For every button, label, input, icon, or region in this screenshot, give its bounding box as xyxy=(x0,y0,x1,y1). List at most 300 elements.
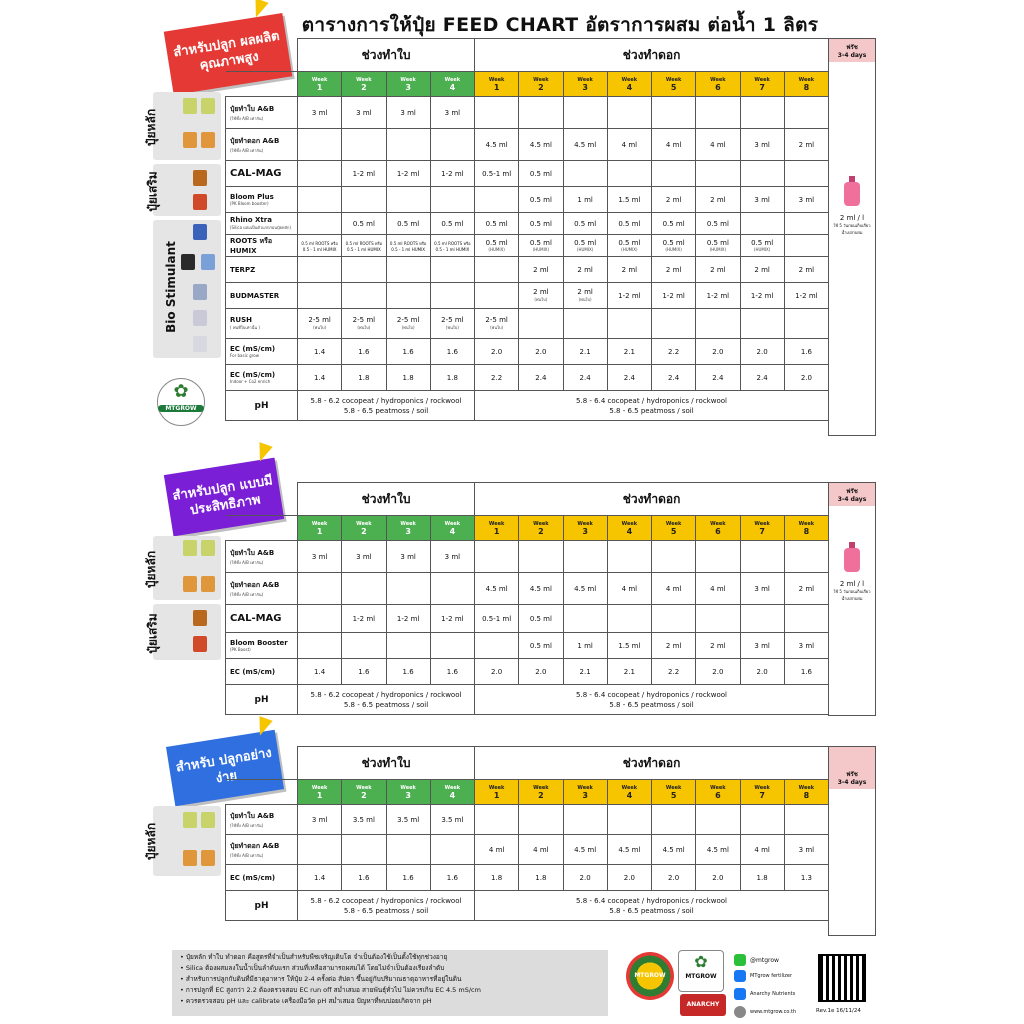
flower-phase-header: ช่วงทำดอก xyxy=(475,483,829,516)
dose-cell: 1-2 ml xyxy=(740,283,784,309)
facebook-mtgrow[interactable]: MTgrow fertilizer xyxy=(734,970,792,982)
row-label: Rhino Xtra (Silica ผสมเป็นตัวแรกก่อนปุ๋ยหลัก) xyxy=(226,213,298,235)
veg-phase-header: ช่วงทำใบ xyxy=(298,747,475,780)
dose-cell: 0.5 ml xyxy=(519,187,563,213)
dose-cell xyxy=(652,309,696,339)
dose-cell xyxy=(386,633,430,659)
flush-header: ฟรัช 3-4 days xyxy=(829,747,875,789)
week-header-veg: Week 2 xyxy=(342,780,386,805)
dose-cell: 1.8 xyxy=(475,865,519,891)
side-label: ปุ๋ยหลัก xyxy=(144,550,159,589)
dose-cell xyxy=(519,541,563,573)
flush-bottle-icon xyxy=(844,548,860,572)
dose-cell: 2 ml xyxy=(519,257,563,283)
dose-cell: 1.8 xyxy=(740,865,784,891)
row-label: Bloom Plus (PK Bloom booster) xyxy=(226,187,298,213)
veg-phase-header: ช่วงทำใบ xyxy=(298,39,475,72)
dose-cell: 2 ml xyxy=(652,187,696,213)
dose-cell: 2.0 xyxy=(563,865,607,891)
dose-cell: 1.6 xyxy=(430,865,474,891)
dose-cell: 4 ml xyxy=(607,573,651,605)
dose-cell: 2.0 xyxy=(475,659,519,685)
row-label: ROOTS หรือ HUMIX xyxy=(226,235,298,257)
dose-cell: 1-2 ml xyxy=(430,161,474,187)
dose-cell: 2.4 xyxy=(652,365,696,391)
dose-cell: 2-5 ml (พ่นใบ) xyxy=(386,309,430,339)
line-icon xyxy=(734,954,746,966)
side-label: ปุ๋ยหลัก xyxy=(144,108,159,147)
dose-cell: 3 ml xyxy=(298,97,342,129)
dose-cell xyxy=(696,97,740,129)
dose-cell xyxy=(386,187,430,213)
dose-cell: 2 ml xyxy=(696,187,740,213)
flush-column: ฟรัช 3-4 days 2 ml / l ใช้ 5 วันก่อนเก็บเกี่ยว น้ำเปล่าผสม xyxy=(828,482,876,716)
dose-cell xyxy=(563,805,607,835)
dose-cell: 2.4 xyxy=(563,365,607,391)
row-label: ปุ๋ยทำดอก A&B (ใช้ทั้ง A/B เท่ากัน) xyxy=(226,129,298,161)
dose-cell: 4 ml xyxy=(475,835,519,865)
dose-cell xyxy=(430,835,474,865)
side-label: ปุ๋ยหลัก xyxy=(144,822,159,861)
globe-icon xyxy=(734,1006,746,1018)
dose-cell: 3 ml xyxy=(342,541,386,573)
week-header-flower: Week 4 xyxy=(607,516,651,541)
dose-cell xyxy=(386,835,430,865)
dose-cell xyxy=(298,573,342,605)
dose-cell: 0.5 ml (HUMIX) xyxy=(607,235,651,257)
dose-cell xyxy=(740,805,784,835)
dose-cell xyxy=(652,805,696,835)
product-icon xyxy=(201,576,215,592)
dose-cell xyxy=(298,633,342,659)
row-label: ปุ๋ยทำดอก A&B (ใช้ทั้ง A/B เท่ากัน) xyxy=(226,573,298,605)
dose-cell xyxy=(430,633,474,659)
dose-cell xyxy=(298,161,342,187)
dose-cell: 3.5 ml xyxy=(430,805,474,835)
dose-cell: 2 ml (พ่นใบ) xyxy=(519,283,563,309)
dose-cell: 2.1 xyxy=(607,659,651,685)
side-panel-supplement xyxy=(145,604,221,660)
mtgrow-logo: ✿ MTGROW xyxy=(678,950,724,992)
product-icon xyxy=(181,254,195,270)
dose-cell xyxy=(298,129,342,161)
corner-cell xyxy=(226,516,298,541)
dose-cell: 2.0 xyxy=(696,339,740,365)
dose-cell: 1-2 ml xyxy=(386,605,430,633)
week-header-flower: Week 4 xyxy=(607,72,651,97)
dose-cell: 0.5 ml xyxy=(475,213,519,235)
dose-cell: 3 ml xyxy=(740,187,784,213)
website-link[interactable]: www.mtgrow.co.th xyxy=(734,1006,796,1018)
dose-cell: 2.0 xyxy=(784,365,828,391)
dose-cell xyxy=(740,309,784,339)
footer-notes xyxy=(172,950,608,1016)
dose-cell xyxy=(298,257,342,283)
week-header-flower: Week 6 xyxy=(696,72,740,97)
flower-phase-header: ช่วงทำดอก xyxy=(475,747,829,780)
dose-cell: 2.0 xyxy=(519,659,563,685)
note-line: • การปลูกที่ EC สูงกว่า 2.2 ต้องตรวจสอบ EC run off สม่ำเสมอ สายพันธุ์ทั่วไป ไม่ควรเกิน EC 4.5 mS/cm xyxy=(180,986,481,994)
row-label: CAL-MAG xyxy=(226,605,298,633)
dose-cell xyxy=(563,541,607,573)
week-header-flower: Week 4 xyxy=(607,780,651,805)
qr-code-icon xyxy=(820,956,864,1000)
dose-cell xyxy=(563,161,607,187)
side-panel-main xyxy=(144,536,221,600)
dose-cell xyxy=(696,805,740,835)
feed-table xyxy=(225,746,829,921)
dose-cell: 2.4 xyxy=(519,365,563,391)
dose-cell: 0.5 ml xyxy=(519,605,563,633)
row-label: EC (mS/cm) For basic grow xyxy=(226,339,298,365)
dose-cell xyxy=(342,573,386,605)
dose-cell: 1.4 xyxy=(298,365,342,391)
side-panel-main xyxy=(144,806,221,876)
dose-cell xyxy=(475,257,519,283)
dose-cell xyxy=(607,161,651,187)
dose-cell: 1.4 xyxy=(298,659,342,685)
dose-cell: 4 ml xyxy=(696,573,740,605)
dose-cell: 0.5 ml (HUMIX) xyxy=(563,235,607,257)
dose-cell xyxy=(784,541,828,573)
dose-cell: 0.5 ml xyxy=(430,213,474,235)
dose-cell: 1.6 xyxy=(784,659,828,685)
ph-veg: 5.8 - 6.2 cocopeat / hydroponics / rockwool 5.8 - 6.5 peatmoss / soil xyxy=(298,391,475,421)
dose-cell xyxy=(652,605,696,633)
dose-cell: 1.6 xyxy=(342,659,386,685)
dose-cell: 0.5 ml (HUMIX) xyxy=(652,235,696,257)
dose-cell xyxy=(298,835,342,865)
dose-cell: 1-2 ml xyxy=(652,283,696,309)
dose-cell: 1-2 ml xyxy=(386,161,430,187)
row-label: ปุ๋ยทำใบ A&B (ใช้ทั้ง A/B เท่ากัน) xyxy=(226,805,298,835)
dose-cell xyxy=(784,213,828,235)
dose-cell: 0.5 ml xyxy=(342,213,386,235)
dose-cell: 0.5 ml ROOTS หรือ 0.5 - 1 ml HUMIX xyxy=(342,235,386,257)
dose-cell: 3 ml xyxy=(342,97,386,129)
dose-cell: 0.5 ml xyxy=(519,633,563,659)
feed-table xyxy=(225,482,829,715)
dose-cell: 0.5 ml xyxy=(607,213,651,235)
dose-cell: 2-5 ml (พ่นใบ) xyxy=(430,309,474,339)
side-label: ปุ๋ยเสริม xyxy=(145,171,160,212)
dose-cell xyxy=(607,97,651,129)
corner-cell xyxy=(226,72,298,97)
dose-cell: 2.0 xyxy=(740,339,784,365)
note-line: • สำหรับการปลูกกับดินที่มีธาตุอาหาร ให้ปุ๋ย 2-4 ครั้งต่อ สัปดา ขึ้นอยู่กับปริมาณธาตุอาหารที่อยู่ในดิน xyxy=(180,975,462,983)
dose-cell: 4.5 ml xyxy=(652,835,696,865)
dose-cell xyxy=(386,573,430,605)
dose-cell xyxy=(519,805,563,835)
dose-cell: 1.5 ml xyxy=(607,187,651,213)
dose-cell: 4.5 ml xyxy=(519,129,563,161)
week-header-veg: Week 4 xyxy=(430,780,474,805)
dose-cell: 0.5 ml xyxy=(652,213,696,235)
dose-cell: 1.6 xyxy=(386,865,430,891)
dose-cell: 1 ml xyxy=(563,187,607,213)
dose-cell xyxy=(430,129,474,161)
corner-cell xyxy=(226,747,298,780)
product-icon xyxy=(193,336,207,352)
dose-cell: 0.5 ml (HUMIX) xyxy=(696,235,740,257)
dose-cell: 0.5-1 ml xyxy=(475,161,519,187)
dose-cell: 2.0 xyxy=(696,865,740,891)
dose-cell: 3.5 ml xyxy=(386,805,430,835)
week-header-flower: Week 1 xyxy=(475,516,519,541)
dose-cell xyxy=(475,97,519,129)
dose-cell: 1 ml xyxy=(563,633,607,659)
week-header-veg: Week 3 xyxy=(386,780,430,805)
dose-cell: 3 ml xyxy=(430,97,474,129)
week-header-flower: Week 5 xyxy=(652,780,696,805)
dose-cell: 2 ml xyxy=(784,573,828,605)
dose-cell xyxy=(475,633,519,659)
note-line: • Silica ต้องผสมลงในน้ำเป็นลำดับแรก ส่วนที่เหลือสามารถผสมได้ โดยไม่จำเป็นต้องเรียงลำดับ xyxy=(180,964,445,972)
dose-cell: 1.6 xyxy=(430,659,474,685)
dose-cell: 0.5 ml xyxy=(386,213,430,235)
side-panel-main xyxy=(144,92,221,160)
dose-cell: 4 ml xyxy=(696,129,740,161)
dose-cell xyxy=(740,161,784,187)
dose-cell: 2.1 xyxy=(563,659,607,685)
dose-cell: 1.8 xyxy=(386,365,430,391)
corner-cell xyxy=(226,483,298,516)
ph-flower: 5.8 - 6.4 cocopeat / hydroponics / rockwool 5.8 - 6.5 peatmoss / soil xyxy=(475,391,829,421)
product-icon xyxy=(193,636,207,652)
product-icon xyxy=(201,850,215,866)
dose-cell: 2.4 xyxy=(696,365,740,391)
side-panel-bio xyxy=(153,220,221,358)
row-label: EC (mS/cm) xyxy=(226,659,298,685)
product-icon xyxy=(193,224,207,240)
dose-cell: 2.0 xyxy=(519,339,563,365)
veg-phase-header: ช่วงทำใบ xyxy=(298,483,475,516)
week-header-veg: Week 4 xyxy=(430,516,474,541)
dose-cell xyxy=(430,283,474,309)
facebook-icon xyxy=(734,970,746,982)
dose-cell xyxy=(784,805,828,835)
dose-cell: 1.5 ml xyxy=(607,633,651,659)
side-panel-supplement xyxy=(145,164,221,216)
week-header-flower: Week 8 xyxy=(784,780,828,805)
dose-cell: 0.5 ml (HUMIX) xyxy=(475,235,519,257)
dose-cell: 1-2 ml xyxy=(784,283,828,309)
week-header-veg: Week 1 xyxy=(298,72,342,97)
dose-cell: 2.0 xyxy=(475,339,519,365)
dose-cell xyxy=(342,129,386,161)
dose-cell xyxy=(342,257,386,283)
dose-cell: 4 ml xyxy=(607,129,651,161)
product-icon xyxy=(183,850,197,866)
dose-cell xyxy=(519,309,563,339)
dose-cell: 1.6 xyxy=(386,659,430,685)
flush-column xyxy=(828,746,876,936)
dose-cell: 1.8 xyxy=(430,365,474,391)
dose-cell xyxy=(563,309,607,339)
dose-cell: 3 ml xyxy=(298,805,342,835)
dose-cell xyxy=(342,283,386,309)
dose-cell: 3 ml xyxy=(740,573,784,605)
dose-cell: 3 ml xyxy=(784,633,828,659)
product-icon xyxy=(183,98,197,114)
ph-label: pH xyxy=(226,685,298,715)
dose-cell: 2 ml xyxy=(696,257,740,283)
ph-veg: 5.8 - 6.2 cocopeat / hydroponics / rockwool 5.8 - 6.5 peatmoss / soil xyxy=(298,891,475,921)
dose-cell: 0.5 ml (HUMIX) xyxy=(519,235,563,257)
dose-cell: 1.8 xyxy=(519,865,563,891)
dose-cell xyxy=(740,97,784,129)
dose-cell: 2.4 xyxy=(740,365,784,391)
dose-cell xyxy=(475,805,519,835)
banner-efficient: สำหรับปลูก แบบมีประสิทธิภาพ xyxy=(164,458,284,537)
dose-cell xyxy=(342,187,386,213)
facebook-anarchy[interactable]: Anarchy Nutrients xyxy=(734,988,795,1000)
dose-cell: 4.5 ml xyxy=(607,835,651,865)
dose-cell: 2-5 ml (พ่นใบ) xyxy=(475,309,519,339)
dose-cell xyxy=(386,283,430,309)
dose-cell xyxy=(298,283,342,309)
dose-cell xyxy=(784,605,828,633)
flush-header: ฟรัช 3-4 days xyxy=(829,483,875,506)
dose-cell: 2.0 xyxy=(607,865,651,891)
dose-cell: 1.4 xyxy=(298,865,342,891)
dose-cell: 1.6 xyxy=(386,339,430,365)
row-label: CAL-MAG xyxy=(226,161,298,187)
dose-cell: 2-5 ml (พ่นใบ) xyxy=(298,309,342,339)
row-label: BUDMASTER xyxy=(226,283,298,309)
dose-cell: 4.5 ml xyxy=(563,129,607,161)
dose-cell xyxy=(784,97,828,129)
dose-cell: 3 ml xyxy=(740,129,784,161)
dose-cell: 2.0 xyxy=(652,865,696,891)
dose-cell xyxy=(607,309,651,339)
feed-table-high-quality xyxy=(225,38,828,421)
dose-cell xyxy=(342,633,386,659)
week-header-flower: Week 3 xyxy=(563,780,607,805)
dose-cell: 1.6 xyxy=(342,339,386,365)
ph-flower: 5.8 - 6.4 cocopeat / hydroponics / rockwool 5.8 - 6.5 peatmoss / soil xyxy=(475,685,829,715)
row-label: Bloom Booster (PK Boost) xyxy=(226,633,298,659)
facebook-icon xyxy=(734,988,746,1000)
dose-cell: 0.5 ml xyxy=(696,213,740,235)
row-label: ปุ๋ยทำใบ A&B (ใช้ทั้ง A/B เท่ากัน) xyxy=(226,97,298,129)
dose-cell xyxy=(563,97,607,129)
feed-table-easy xyxy=(225,746,828,921)
flush-header: ฟรัช 3-4 days xyxy=(829,39,875,62)
dose-cell: 1.6 xyxy=(430,339,474,365)
product-icon xyxy=(183,540,197,556)
dose-cell xyxy=(342,835,386,865)
dose-cell xyxy=(607,605,651,633)
dose-cell: 4.5 ml xyxy=(475,573,519,605)
dose-cell xyxy=(652,161,696,187)
line-contact[interactable]: @mtgrow xyxy=(734,954,779,966)
dose-cell: 2-5 ml (พ่นใบ) xyxy=(342,309,386,339)
dose-cell: 2 ml xyxy=(652,257,696,283)
dose-cell: 2 ml xyxy=(740,257,784,283)
banner-easy: สำหรับ ปลูกอย่างง่าย xyxy=(166,730,284,806)
dose-cell xyxy=(475,541,519,573)
flower-phase-header: ช่วงทำดอก xyxy=(475,39,829,72)
dose-cell xyxy=(696,541,740,573)
dose-cell: 1.3 xyxy=(784,865,828,891)
week-header-veg: Week 2 xyxy=(342,516,386,541)
dose-cell: 4 ml xyxy=(652,129,696,161)
week-header-flower: Week 3 xyxy=(563,72,607,97)
product-icon xyxy=(201,812,215,828)
feed-table-efficient xyxy=(225,482,828,715)
dose-cell xyxy=(696,309,740,339)
row-label: EC (mS/cm) xyxy=(226,865,298,891)
dose-cell xyxy=(784,235,828,257)
week-header-flower: Week 5 xyxy=(652,516,696,541)
week-header-flower: Week 2 xyxy=(519,516,563,541)
dose-cell: 3 ml xyxy=(784,835,828,865)
dose-cell xyxy=(696,605,740,633)
week-header-flower: Week 2 xyxy=(519,72,563,97)
dose-cell: 0.5 ml ROOTS หรือ 0.5 - 1 ml HUMIX xyxy=(386,235,430,257)
dose-cell xyxy=(652,97,696,129)
dose-cell: 0.5 ml xyxy=(519,161,563,187)
dose-cell: 2 ml xyxy=(784,257,828,283)
week-header-flower: Week 1 xyxy=(475,72,519,97)
dose-cell: 4.5 ml xyxy=(563,573,607,605)
week-header-flower: Week 3 xyxy=(563,516,607,541)
dose-cell: 1-2 ml xyxy=(430,605,474,633)
dose-cell: 4 ml xyxy=(652,573,696,605)
page-title: ตารางการให้ปุ๋ย FEED CHART อัตราการผสม ต่อน้ำ 1 ลิตร xyxy=(301,14,819,36)
corner-cell xyxy=(226,39,298,72)
dose-cell xyxy=(607,541,651,573)
side-label: Bio Stimulant xyxy=(163,241,178,333)
dose-cell xyxy=(298,187,342,213)
dose-cell xyxy=(386,257,430,283)
dose-cell xyxy=(298,605,342,633)
product-icon xyxy=(201,540,215,556)
product-icon xyxy=(201,254,215,270)
week-header-veg: Week 3 xyxy=(386,516,430,541)
dose-cell: 1.4 xyxy=(298,339,342,365)
dose-cell: 2.4 xyxy=(607,365,651,391)
dose-cell: 3.5 ml xyxy=(342,805,386,835)
dose-cell: 2.0 xyxy=(740,659,784,685)
dose-cell: 3 ml xyxy=(386,97,430,129)
dose-cell: 1-2 ml xyxy=(342,605,386,633)
week-header-veg: Week 4 xyxy=(430,72,474,97)
week-header-flower: Week 8 xyxy=(784,72,828,97)
dose-cell: 2 ml xyxy=(563,257,607,283)
mtgrow-logo: ✿ MTGROW xyxy=(157,378,205,426)
dose-cell: 0.5 ml (HUMIX) xyxy=(740,235,784,257)
week-header-flower: Week 7 xyxy=(740,780,784,805)
week-header-flower: Week 8 xyxy=(784,516,828,541)
product-icon xyxy=(193,284,207,300)
dose-cell xyxy=(784,309,828,339)
product-icon xyxy=(183,576,197,592)
week-header-flower: Week 1 xyxy=(475,780,519,805)
product-icon xyxy=(193,170,207,186)
dose-cell: 1.6 xyxy=(342,865,386,891)
week-header-flower: Week 2 xyxy=(519,780,563,805)
dose-cell xyxy=(430,257,474,283)
dose-cell: 2.2 xyxy=(475,365,519,391)
dose-cell xyxy=(475,283,519,309)
week-header-flower: Week 7 xyxy=(740,72,784,97)
dose-cell: 2.1 xyxy=(607,339,651,365)
dose-cell xyxy=(740,213,784,235)
dose-cell: 3 ml xyxy=(386,541,430,573)
product-icon xyxy=(193,610,207,626)
